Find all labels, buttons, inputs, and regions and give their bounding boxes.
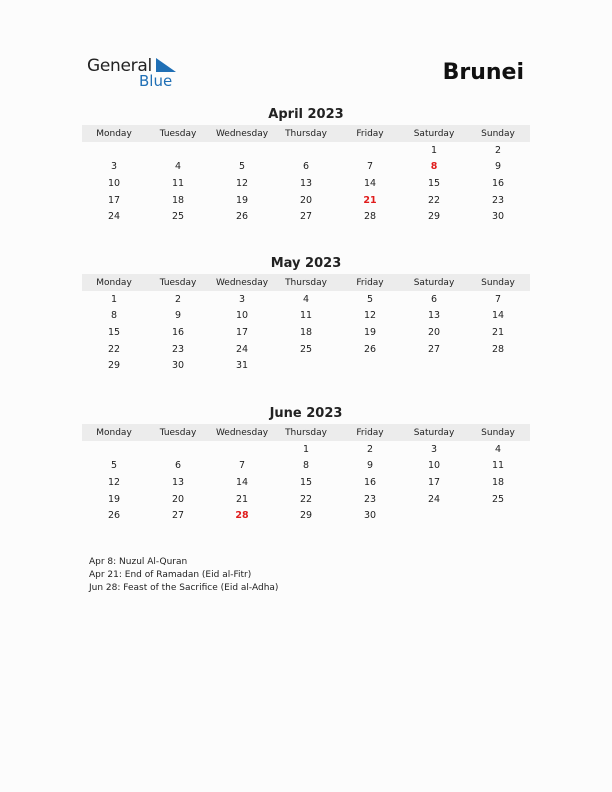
day-cell: 7: [494, 293, 502, 305]
day-cell: 19: [363, 326, 377, 338]
day-cell: 26: [235, 211, 249, 223]
day-cell: 26: [107, 510, 121, 522]
day-cell: 20: [299, 194, 313, 206]
logo-general-text: General: [87, 56, 152, 76]
day-cell: 28: [491, 343, 505, 355]
weekday-label: Sunday: [481, 277, 515, 288]
day-cell: 1: [110, 293, 118, 305]
day-cell: 14: [235, 476, 249, 488]
weekday-label: Sunday: [481, 128, 515, 139]
day-cell: 10: [427, 460, 441, 472]
day-cell: 4: [494, 443, 502, 455]
day-cell: 10: [107, 177, 121, 189]
weekday-label: Tuesday: [159, 128, 197, 139]
week-row: [82, 324, 530, 341]
day-cell: 16: [363, 476, 377, 488]
logo-triangle-icon: [156, 58, 176, 72]
day-cell: 6: [302, 161, 310, 173]
logo-blue-text: Blue: [139, 72, 173, 90]
day-cell: 16: [171, 326, 185, 338]
day-cell: 4: [302, 293, 310, 305]
weekday-label: Friday: [356, 427, 384, 438]
day-cell: 13: [427, 310, 441, 322]
day-cell: 6: [430, 293, 438, 305]
week-row: [82, 491, 530, 508]
day-cell: 7: [366, 161, 374, 173]
day-cell: 30: [491, 211, 505, 223]
day-cell: 11: [171, 177, 185, 189]
day-cell: 2: [494, 144, 502, 156]
day-cell: 29: [427, 211, 441, 223]
weekday-label: Wednesday: [215, 128, 269, 139]
weekday-label: Tuesday: [159, 277, 197, 288]
day-cell: 21: [363, 194, 377, 206]
day-cell: 18: [299, 326, 313, 338]
logo: [87, 56, 187, 92]
day-cell: 5: [110, 460, 118, 472]
day-cell: 24: [235, 343, 249, 355]
week-row: [82, 308, 530, 325]
day-cell: 18: [491, 476, 505, 488]
month-calendar: [82, 406, 530, 524]
day-cell: 11: [491, 460, 505, 472]
day-cell: 25: [299, 343, 313, 355]
day-cell: 15: [107, 326, 121, 338]
day-cell: 22: [299, 493, 313, 505]
weekday-label: Saturday: [413, 427, 455, 438]
day-cell: 12: [235, 177, 249, 189]
week-row: [82, 458, 530, 475]
holiday-notes: [89, 556, 278, 595]
day-cell: 17: [427, 476, 441, 488]
day-cell: 8: [110, 310, 118, 322]
weekday-label: Saturday: [413, 128, 455, 139]
weekday-label: Thursday: [285, 128, 327, 139]
country-title: Brunei: [442, 60, 524, 85]
day-cell: 2: [174, 293, 182, 305]
day-cell: 27: [171, 510, 185, 522]
week-row: [82, 357, 530, 374]
day-cell: 12: [107, 476, 121, 488]
weekday-label: Thursday: [285, 427, 327, 438]
day-cell: 8: [430, 161, 438, 173]
day-cell: 2: [366, 443, 374, 455]
week-row: [82, 291, 530, 308]
week-row: [82, 208, 530, 225]
day-cell: 26: [363, 343, 377, 355]
week-row: [82, 507, 530, 524]
day-cell: 25: [491, 493, 505, 505]
day-cell: 27: [427, 343, 441, 355]
day-cell: 3: [430, 443, 438, 455]
week-row: [82, 142, 530, 159]
day-cell: 24: [427, 493, 441, 505]
day-cell: 7: [238, 460, 246, 472]
week-row: [82, 474, 530, 491]
weekday-label: Wednesday: [215, 427, 269, 438]
day-cell: 23: [491, 194, 505, 206]
weekday-label: Monday: [96, 427, 132, 438]
day-cell: 9: [174, 310, 182, 322]
week-row: [82, 441, 530, 458]
day-cell: 29: [299, 510, 313, 522]
weekday-label: Monday: [96, 128, 132, 139]
day-cell: 15: [427, 177, 441, 189]
weekday-label: Saturday: [413, 277, 455, 288]
day-cell: 19: [235, 194, 249, 206]
month-calendar: [82, 107, 530, 225]
day-cell: 30: [363, 510, 377, 522]
week-row: [82, 341, 530, 358]
weekday-label: Sunday: [481, 427, 515, 438]
day-cell: 3: [110, 161, 118, 173]
day-cell: 19: [107, 493, 121, 505]
weekday-label: Thursday: [285, 277, 327, 288]
day-cell: 31: [235, 360, 249, 372]
day-cell: 27: [299, 211, 313, 223]
holiday-note: Apr 8: Nuzul Al-Quran: [89, 557, 188, 567]
day-cell: 10: [235, 310, 249, 322]
day-cell: 14: [491, 310, 505, 322]
day-cell: 24: [107, 211, 121, 223]
day-cell: 3: [238, 293, 246, 305]
week-row: [82, 192, 530, 209]
day-cell: 22: [107, 343, 121, 355]
day-cell: 28: [235, 510, 249, 522]
day-cell: 1: [302, 443, 310, 455]
weekday-header: [82, 274, 530, 291]
weekday-label: Friday: [356, 128, 384, 139]
day-cell: 21: [491, 326, 505, 338]
day-cell: 23: [363, 493, 377, 505]
week-row: [82, 175, 530, 192]
day-cell: 17: [107, 194, 121, 206]
day-cell: 13: [299, 177, 313, 189]
month-title: June 2023: [269, 406, 343, 421]
day-cell: 16: [491, 177, 505, 189]
day-cell: 8: [302, 460, 310, 472]
day-cell: 25: [171, 211, 185, 223]
month-title: May 2023: [270, 256, 342, 271]
day-cell: 9: [366, 460, 374, 472]
day-cell: 30: [171, 360, 185, 372]
day-cell: 21: [235, 493, 249, 505]
month-calendar: [82, 256, 530, 374]
day-cell: 15: [299, 476, 313, 488]
day-cell: 20: [427, 326, 441, 338]
day-cell: 23: [171, 343, 185, 355]
day-cell: 5: [238, 161, 246, 173]
day-cell: 13: [171, 476, 185, 488]
holiday-note: Apr 21: End of Ramadan (Eid al-Fitr): [89, 570, 252, 580]
week-row: [82, 159, 530, 176]
weekday-header: [82, 125, 530, 142]
weekday-label: Friday: [356, 277, 384, 288]
day-cell: 12: [363, 310, 377, 322]
day-cell: 18: [171, 194, 185, 206]
weekday-label: Wednesday: [215, 277, 269, 288]
day-cell: 14: [363, 177, 377, 189]
holiday-note: Jun 28: Feast of the Sacrifice (Eid al-Adha): [89, 583, 279, 593]
day-cell: 4: [174, 161, 182, 173]
day-cell: 17: [235, 326, 249, 338]
month-title: April 2023: [268, 107, 344, 122]
day-cell: 20: [171, 493, 185, 505]
day-cell: 5: [366, 293, 374, 305]
day-cell: 29: [107, 360, 121, 372]
weekday-label: Tuesday: [159, 427, 197, 438]
day-cell: 11: [299, 310, 313, 322]
weekday-label: Monday: [96, 277, 132, 288]
day-cell: 1: [430, 144, 438, 156]
day-cell: 22: [427, 194, 441, 206]
weekday-header: [82, 424, 530, 441]
day-cell: 6: [174, 460, 182, 472]
day-cell: 28: [363, 211, 377, 223]
day-cell: 9: [494, 161, 502, 173]
